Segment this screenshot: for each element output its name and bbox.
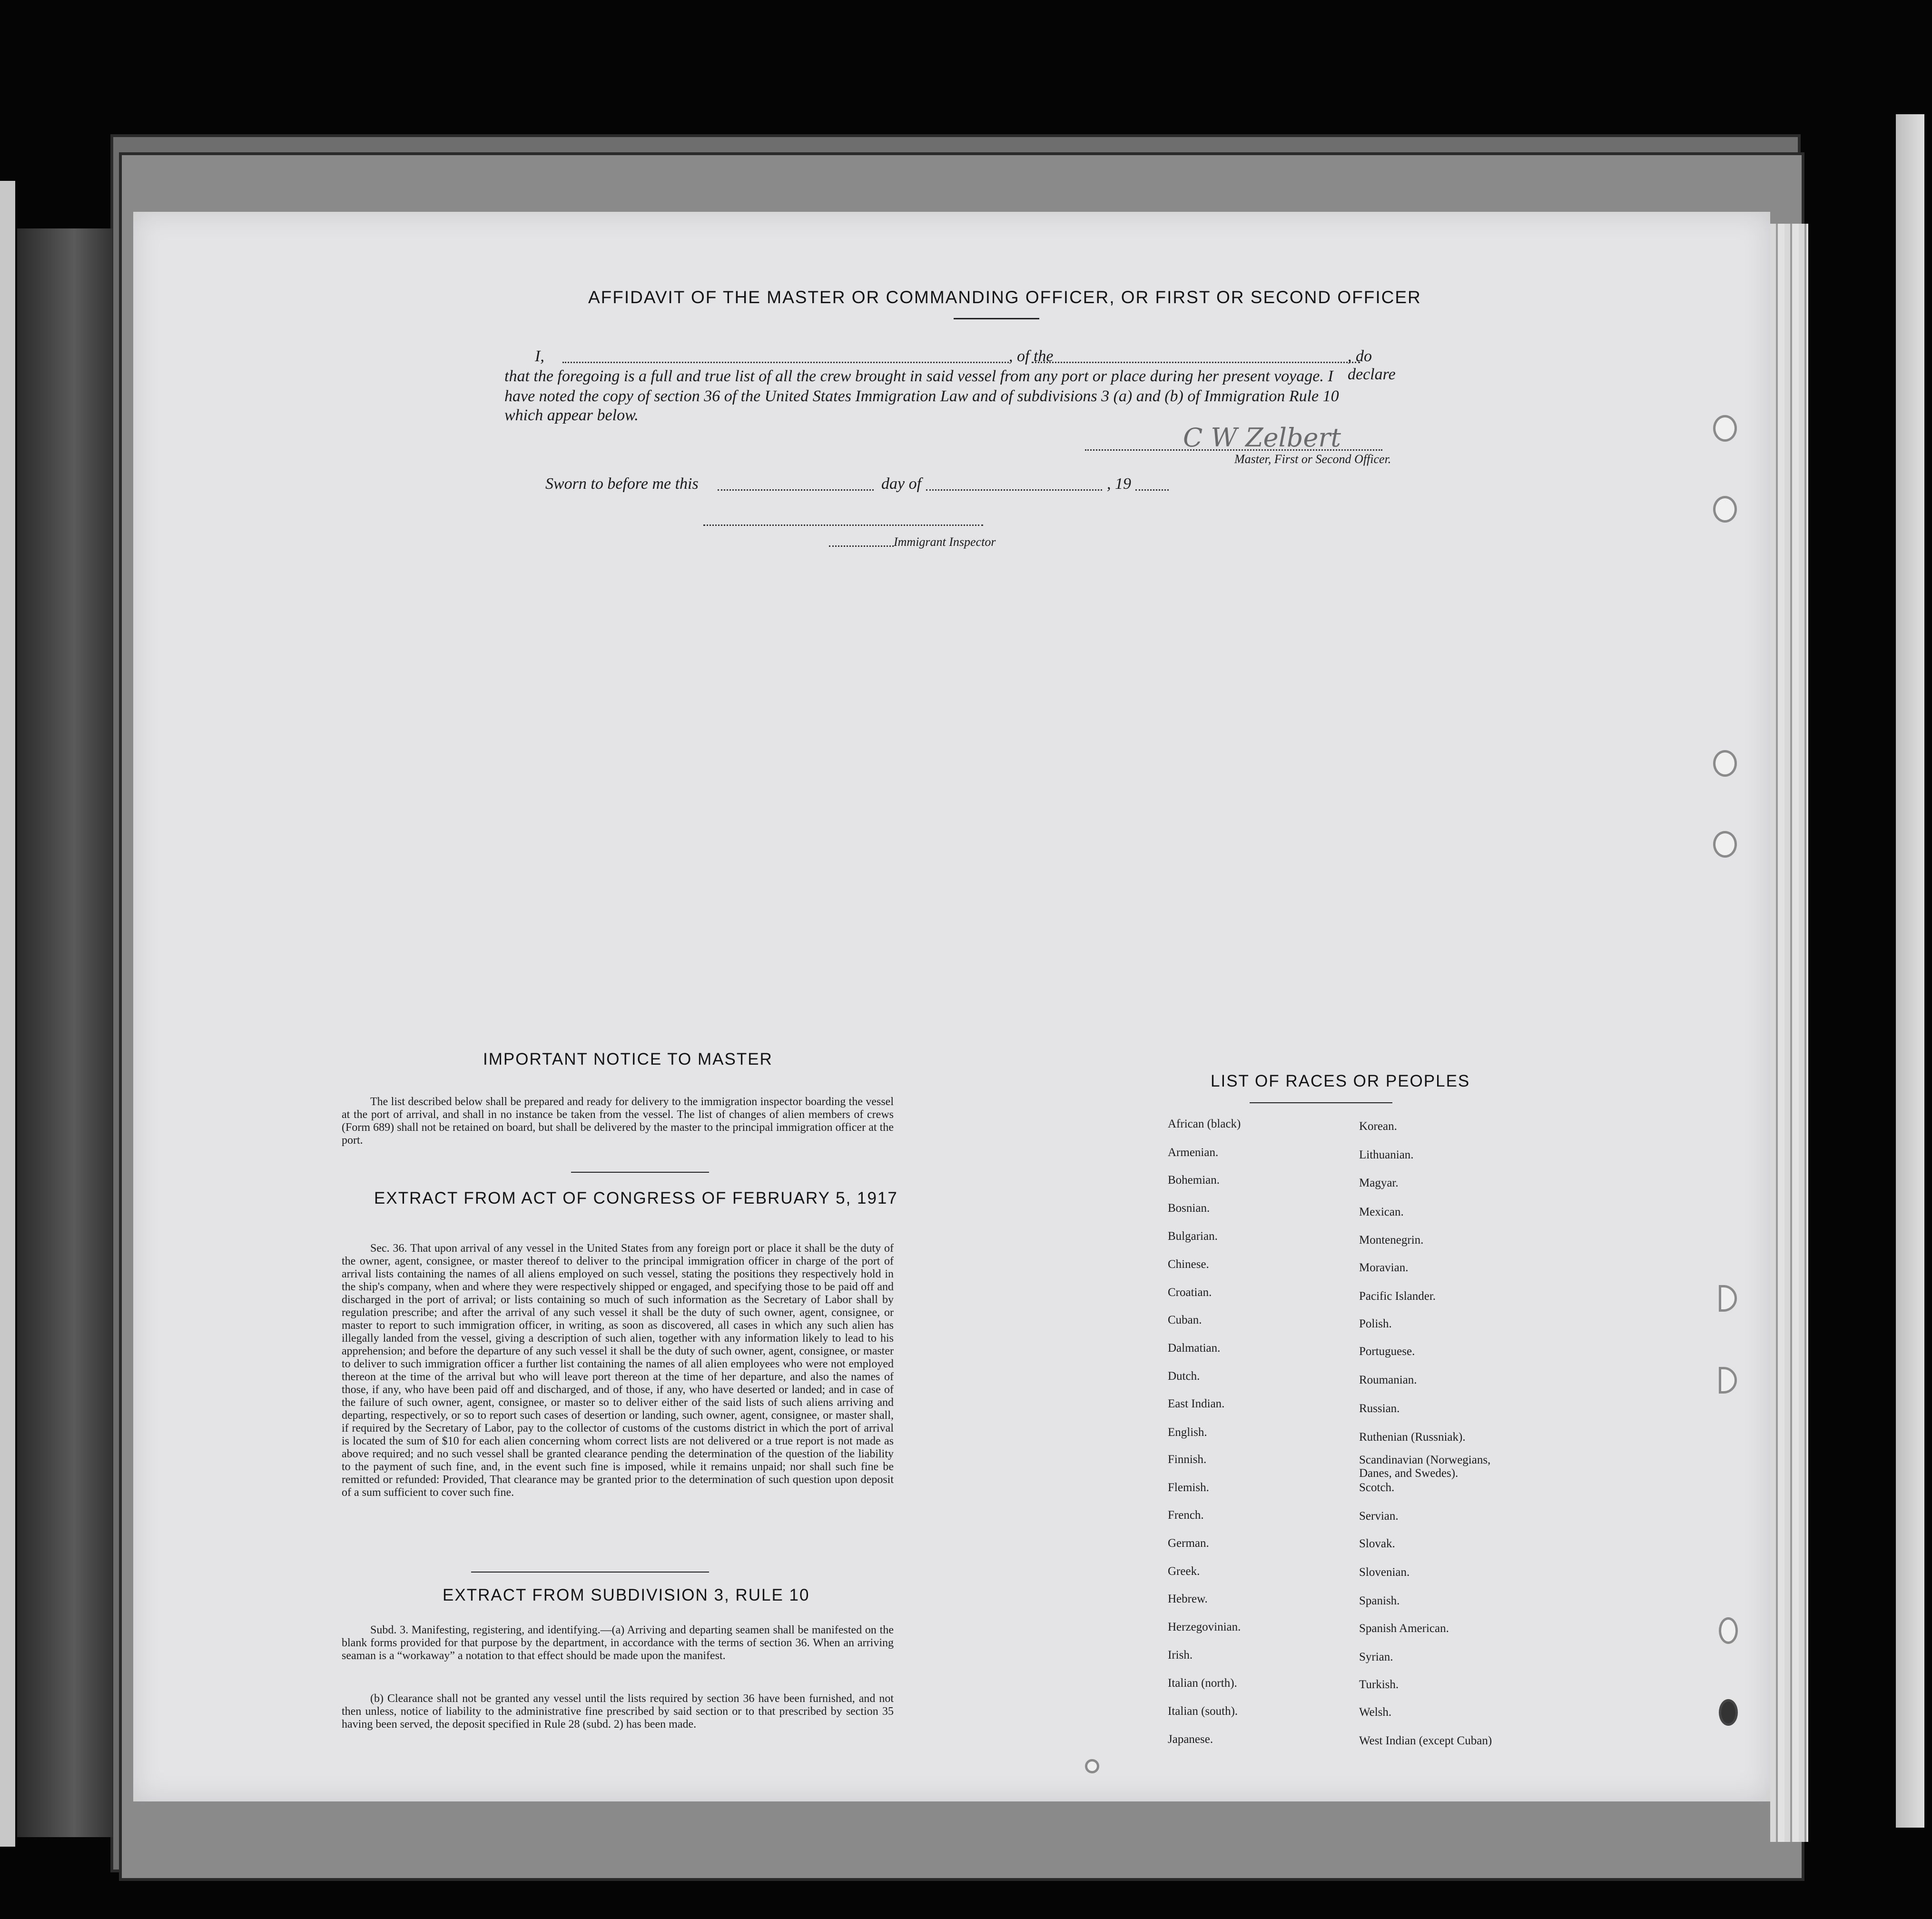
race-item: Roumanian. [1359, 1374, 1417, 1386]
race-item: German. [1168, 1537, 1209, 1550]
affidavit-line-4: which appear below. [504, 406, 639, 424]
affidavit-line-3: have noted the copy of section 36 of the United States Immigration Law and of subdivisions 3 (a) and (b) of Immigration Rule 10 [504, 387, 1339, 405]
race-item: Lithuanian. [1359, 1148, 1414, 1161]
divider [471, 1572, 709, 1573]
race-item: Hebrew. [1168, 1593, 1208, 1605]
divider [954, 318, 1039, 319]
race-item: Moravian. [1359, 1261, 1409, 1274]
race-item: Armenian. [1168, 1146, 1219, 1159]
race-item: Servian. [1359, 1510, 1399, 1523]
year-blank [1135, 489, 1169, 491]
affidavit-of-the: , of the [1009, 347, 1054, 365]
race-item: Chinese. [1168, 1258, 1209, 1271]
race-item: Flemish. [1168, 1481, 1209, 1494]
race-item: Welsh. [1359, 1706, 1392, 1719]
race-item: Turkish. [1359, 1678, 1399, 1691]
race-item: Syrian. [1359, 1651, 1393, 1663]
race-item: East Indian. [1168, 1397, 1225, 1410]
handwritten-signature: C W Zelbert [1183, 423, 1341, 453]
race-item: Mexican. [1359, 1206, 1404, 1218]
race-item: Italian (south). [1168, 1705, 1238, 1718]
stacked-page-edges [1770, 224, 1808, 1842]
race-item: Korean. [1359, 1120, 1397, 1133]
extract-act-body: Sec. 36. That upon arrival of any vessel in the United States from any foreign port or place it shall be the duty of the owner, agent, consignee, or master thereof to deliver to the principal immigration officer in charge of the port of arrival lists containing the names of all aliens employed on such vessel, stating the positions they respectively hold in the ship's company, when and where they were respectively shipped or engaged, and specifying those to be paid off and discharged in the port of arrival; or lists containing so much of such information as the Secretary of Labor shall by regulation prescribe; and after the arrival of any such vessel it shall be the duty of such owner, agent, consignee, or master to report to such immigration officer, in writing, as soon as discovered, all cases in which any such alien has illegally landed from the vessel, giving a description of such alien, together with any information likely to lead to his apprehension; and before the departure of any such vessel it shall be the duty of such owner, agent, consignee, or master to deliver to such immigration officer a further list containing the names of all alien employees who were not employed thereon at the time of the arrival but who will leave port thereon at the time of her departure, and also the names of those, if any, who have been paid off and discharged, and of those, if any, who have deserted or landed; and in case of the failure of such owner, agent, consignee, or master so to deliver either of the said lists of such aliens arriving and departing, respectively, or so to report such cases of desertion or landing, such owner, agent, consignee, or master shall, if required by the Secretary of Labor, pay to the collector of customs of the customs district in which the port of arrival is located the sum of $10 for each alien concerning whom correct lists are not delivered or a true report is not made as above required; and no such vessel shall be granted clearance pending the determination of the question of the liability to the payment of such fine, and, in the event such fine is imposed, while it remains unpaid; nor shall such fine be remitted or refunded: Provided, That clearance may be granted prior to the determination of such question upon deposit of a sum sufficient to cover such fine. [342, 1242, 894, 1499]
inspector-caption: Immigrant Inspector [894, 535, 996, 549]
punch-hole [1713, 415, 1737, 442]
race-item: Montenegrin. [1359, 1234, 1424, 1246]
race-item: Croatian. [1168, 1286, 1212, 1299]
signature-caption: Master, First or Second Officer. [1234, 452, 1391, 466]
race-item: Spanish. [1359, 1594, 1400, 1607]
film-edge [0, 181, 15, 1847]
month-blank [926, 489, 1102, 491]
sworn-year: , 19 [1107, 475, 1131, 493]
affidavit-title: AFFIDAVIT OF THE MASTER OR COMMANDING OFFICER, OR FIRST OR SECOND OFFICER [588, 287, 1421, 307]
signature-blank [1085, 449, 1382, 451]
race-item: Portuguese. [1359, 1345, 1415, 1358]
race-item: Cuban. [1168, 1314, 1202, 1326]
film-edge [1896, 114, 1924, 1828]
sworn-line [545, 475, 1178, 494]
sworn-day-of: day of [881, 475, 922, 493]
race-item: Russian. [1359, 1402, 1400, 1415]
punch-hole [1713, 831, 1737, 858]
race-item: Italian (north). [1168, 1677, 1237, 1690]
inspector-blank [829, 545, 894, 547]
race-item: Herzegovinian. [1168, 1621, 1241, 1633]
race-item: Bulgarian. [1168, 1230, 1218, 1243]
inspector-blank [703, 524, 983, 526]
punch-hole [1713, 496, 1737, 523]
race-item: Ruthenian (Russniak). [1359, 1431, 1466, 1444]
race-item: Spanish American. [1359, 1622, 1449, 1635]
race-item: African (black) [1168, 1118, 1241, 1130]
extract-act-title: EXTRACT FROM ACT OF CONGRESS OF FEBRUARY 5, 1917 [374, 1189, 898, 1207]
affidavit-line-2: that the foregoing is a full and true list of all the crew brought in said vessel from any port or place during her present voyage. I [504, 367, 1333, 385]
race-item: Japanese. [1168, 1733, 1213, 1746]
notice-title: IMPORTANT NOTICE TO MASTER [483, 1050, 773, 1068]
race-item: Greek. [1168, 1565, 1200, 1578]
extract-rule-title: EXTRACT FROM SUBDIVISION 3, RULE 10 [443, 1586, 810, 1604]
race-item: Scandinavian (Norwegians, Danes, and Swedes). [1359, 1454, 1491, 1480]
race-item: Dalmatian. [1168, 1342, 1221, 1355]
punch-hole [1719, 1617, 1738, 1644]
sworn-prefix: Sworn to before me this [545, 475, 699, 493]
notice-body: The list described below shall be prepared and ready for delivery to the immigration inspector boarding the vessel at the port of arrival, and shall in no instance be taken from the vessel. The list of changes of alien members of crews (Form 689) shall not be retained on board, but shall be delivered by the master to the principal immigration officer at the port. [342, 1096, 894, 1147]
divider [1250, 1102, 1392, 1103]
day-blank [718, 489, 874, 491]
race-item: Dutch. [1168, 1370, 1200, 1383]
race-item: Bosnian. [1168, 1202, 1210, 1215]
film-edge [17, 228, 112, 1837]
race-item: Scotch. [1359, 1481, 1395, 1494]
race-item: Pacific Islander. [1359, 1290, 1436, 1303]
race-item: Slovak. [1359, 1537, 1395, 1550]
extract-rule-para-b: (b) Clearance shall not be granted any vessel until the lists required by section 36 have been furnished, and not then unless, notice of liability to the administrative fine prescribed by said section or to that prescribed by section 35 having been served, the deposit specified in Rule 28 (subd. 2) has been made. [342, 1692, 894, 1731]
document-page [133, 212, 1770, 1801]
race-item: French. [1168, 1509, 1204, 1522]
race-item: Finnish. [1168, 1453, 1207, 1466]
punch-hole [1719, 1699, 1738, 1726]
race-item: Irish. [1168, 1649, 1193, 1662]
extract-rule-para-a: Subd. 3. Manifesting, registering, and identifying.—(a) Arriving and departing seamen shall be manifested on the blank forms provided for that purpose by the department, in accordance with the terms of section 36. When an arriving seaman is a “workaway” a notation to that effect should be made upon the manifest. [342, 1624, 894, 1662]
race-item: West Indian (except Cuban) [1359, 1734, 1492, 1747]
race-item: English. [1168, 1426, 1207, 1439]
race-item: Bohemian. [1168, 1174, 1220, 1187]
races-title: LIST OF RACES OR PEOPLES [1211, 1072, 1470, 1090]
name-blank [562, 362, 1009, 363]
race-item: Magyar. [1359, 1177, 1399, 1189]
punch-hole [1713, 750, 1737, 777]
divider [571, 1172, 709, 1173]
vessel-blank [1032, 362, 1360, 363]
affidavit-do-declare: , do declare [1348, 347, 1396, 383]
race-item: Polish. [1359, 1317, 1392, 1330]
punch-hole [1085, 1759, 1099, 1773]
race-item: Slovenian. [1359, 1566, 1410, 1579]
affidavit-i: I, [535, 347, 544, 365]
